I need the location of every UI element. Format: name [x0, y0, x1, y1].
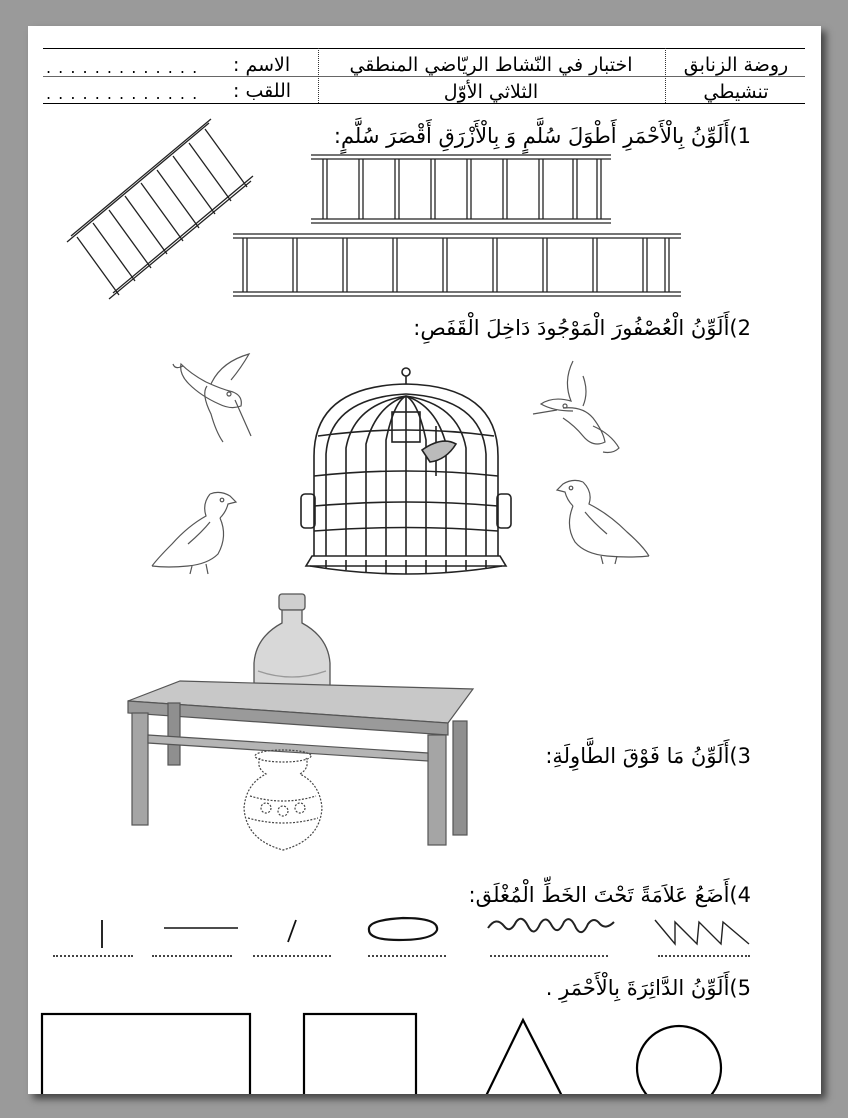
exam-title: اختبار في النّشاط الريّاضي المنطقي — [349, 54, 633, 76]
surname-field[interactable]: . . . . . . . . . . . . . — [46, 84, 199, 103]
zigzag-line[interactable] — [653, 916, 753, 952]
closed-oval-line[interactable] — [363, 914, 443, 944]
horizontal-line[interactable] — [162, 924, 242, 934]
exam-term: الثلاثي الأوّل — [443, 81, 539, 103]
answer-blank-wavy[interactable] — [490, 955, 608, 957]
question-5 — [546, 976, 751, 1000]
hummingbird-right[interactable] — [533, 356, 623, 466]
eagle-left[interactable] — [148, 486, 248, 576]
question-2-number: 2) — [729, 316, 751, 340]
eagle-right[interactable] — [553, 476, 653, 566]
vertical-line[interactable] — [98, 918, 108, 952]
school-subtitle: تنشيطي — [703, 81, 769, 103]
slash-line[interactable] — [284, 918, 304, 948]
question-5-text: أَلَوِّنُ الدَّائِرَةَ بِالْأَحْمَرِ . — [545, 976, 730, 1000]
question-2 — [413, 316, 751, 340]
wavy-line[interactable] — [486, 914, 616, 944]
header-top-rule — [43, 48, 805, 49]
question-4-number: 4) — [729, 883, 751, 907]
shape-triangle[interactable] — [483, 1018, 573, 1094]
header-bottom-rule — [43, 103, 805, 104]
surname-label: اللقب : — [233, 80, 292, 102]
clay-pot[interactable] — [238, 748, 328, 858]
answer-blank-oval[interactable] — [368, 955, 446, 957]
question-4 — [469, 883, 751, 907]
answer-blank-slash[interactable] — [253, 955, 331, 957]
question-3 — [545, 744, 751, 768]
question-1-text: أَلَوِّنُ بِالْأَحْمَرِ أَطْوَلَ سُلَّمٍ وَ بِالْأَزْرَقِ أَقْصَرَ سُلَّمٍ: — [333, 124, 730, 148]
worksheet-page — [28, 26, 821, 1094]
question-3-number: 3) — [729, 744, 751, 768]
question-1 — [334, 124, 751, 148]
school-name: روضة الزنابق — [683, 54, 789, 76]
bird-cage[interactable] — [296, 366, 516, 576]
question-5-number: 5) — [729, 976, 751, 1000]
shape-circle[interactable] — [632, 1018, 732, 1094]
name-label: الاسم : — [233, 54, 291, 76]
hummingbird-left[interactable] — [171, 344, 261, 444]
question-3-text: أَلَوِّنُ مَا فَوْقَ الطَّاوِلَةِ: — [545, 744, 730, 768]
header-divider-right — [665, 48, 666, 103]
question-4-text: أَضَعُ عَلاَمَةً تَحْتَ الخَطِّ الْمُغْلَق: — [468, 883, 730, 907]
question-1-number: 1) — [729, 124, 751, 148]
name-field[interactable]: . . . . . . . . . . . . . — [46, 58, 199, 77]
shape-square[interactable] — [300, 1012, 420, 1094]
answer-blank-horizontal[interactable] — [152, 955, 232, 957]
answer-blank-zigzag[interactable] — [658, 955, 750, 957]
short-ladder[interactable] — [311, 153, 621, 228]
header-divider-left — [318, 48, 319, 103]
long-ladder[interactable] — [233, 230, 693, 305]
shape-rectangle[interactable] — [38, 1012, 268, 1094]
question-2-text: أَلَوِّنُ الْعُصْفُورَ الْمَوْجُودَ دَاخِلَ الْقَفَصِ: — [413, 316, 730, 340]
answer-blank-vertical[interactable] — [53, 955, 133, 957]
